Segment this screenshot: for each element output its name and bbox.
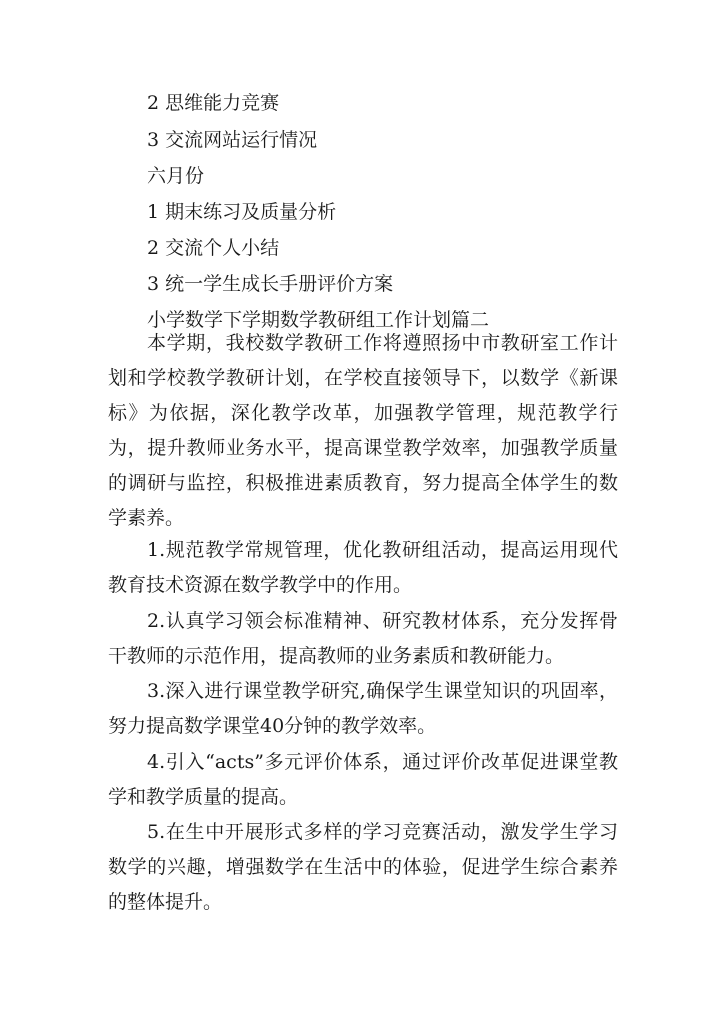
schedule-item: 3 交流网站运行情况: [147, 129, 318, 151]
point-paragraph: 4.引入“acts”多元评价体系，通过评价改革促进课堂教学和教学质量的提高。: [108, 751, 618, 808]
point-paragraph: 5.在生中开展形式多样的学习竞赛活动，激发学生学习数学的兴趣，增强数学在生活中的体验，促进学生综合素养的整体提升。: [108, 821, 618, 913]
point-paragraph: 1.规范教学常规管理，优化教研组活动，提高运用现代教育技术资源在数学教学中的作用。: [108, 539, 618, 596]
schedule-item: 2 交流个人小结: [147, 237, 280, 259]
section-title: 小学数学下学期数学教研组工作计划篇二: [147, 309, 490, 331]
month-heading: 六月份: [147, 165, 205, 187]
point-paragraph: 3.深入进行课堂教学研究,确保学生课堂知识的巩固率，努力提高数学课堂40分钟的教学效率。: [108, 680, 618, 737]
point-paragraph: 2.认真学习领会标准精神、研究教材体系，充分发挥骨干教师的示范作用，提高教师的业务素质和教研能力。: [108, 610, 618, 667]
intro-paragraph: 本学期，我校数学教研工作将遵照扬中市教研室工作计划和学校教学教研计划，在学校直接领导下，以数学《新课标》为依据，深化教学改革，加强教学管理，规范教学行为，提升教师业务水平，提高课堂教学效率，加强教学质量的调研与监控，积极推进素质教育，努力提高全体学生的数学素养。: [108, 332, 618, 529]
schedule-item: 2 思维能力竞赛: [147, 92, 280, 114]
schedule-item: 3 统一学生成长手册评价方案: [147, 273, 394, 295]
schedule-item: 1 期末练习及质量分析: [147, 201, 337, 223]
